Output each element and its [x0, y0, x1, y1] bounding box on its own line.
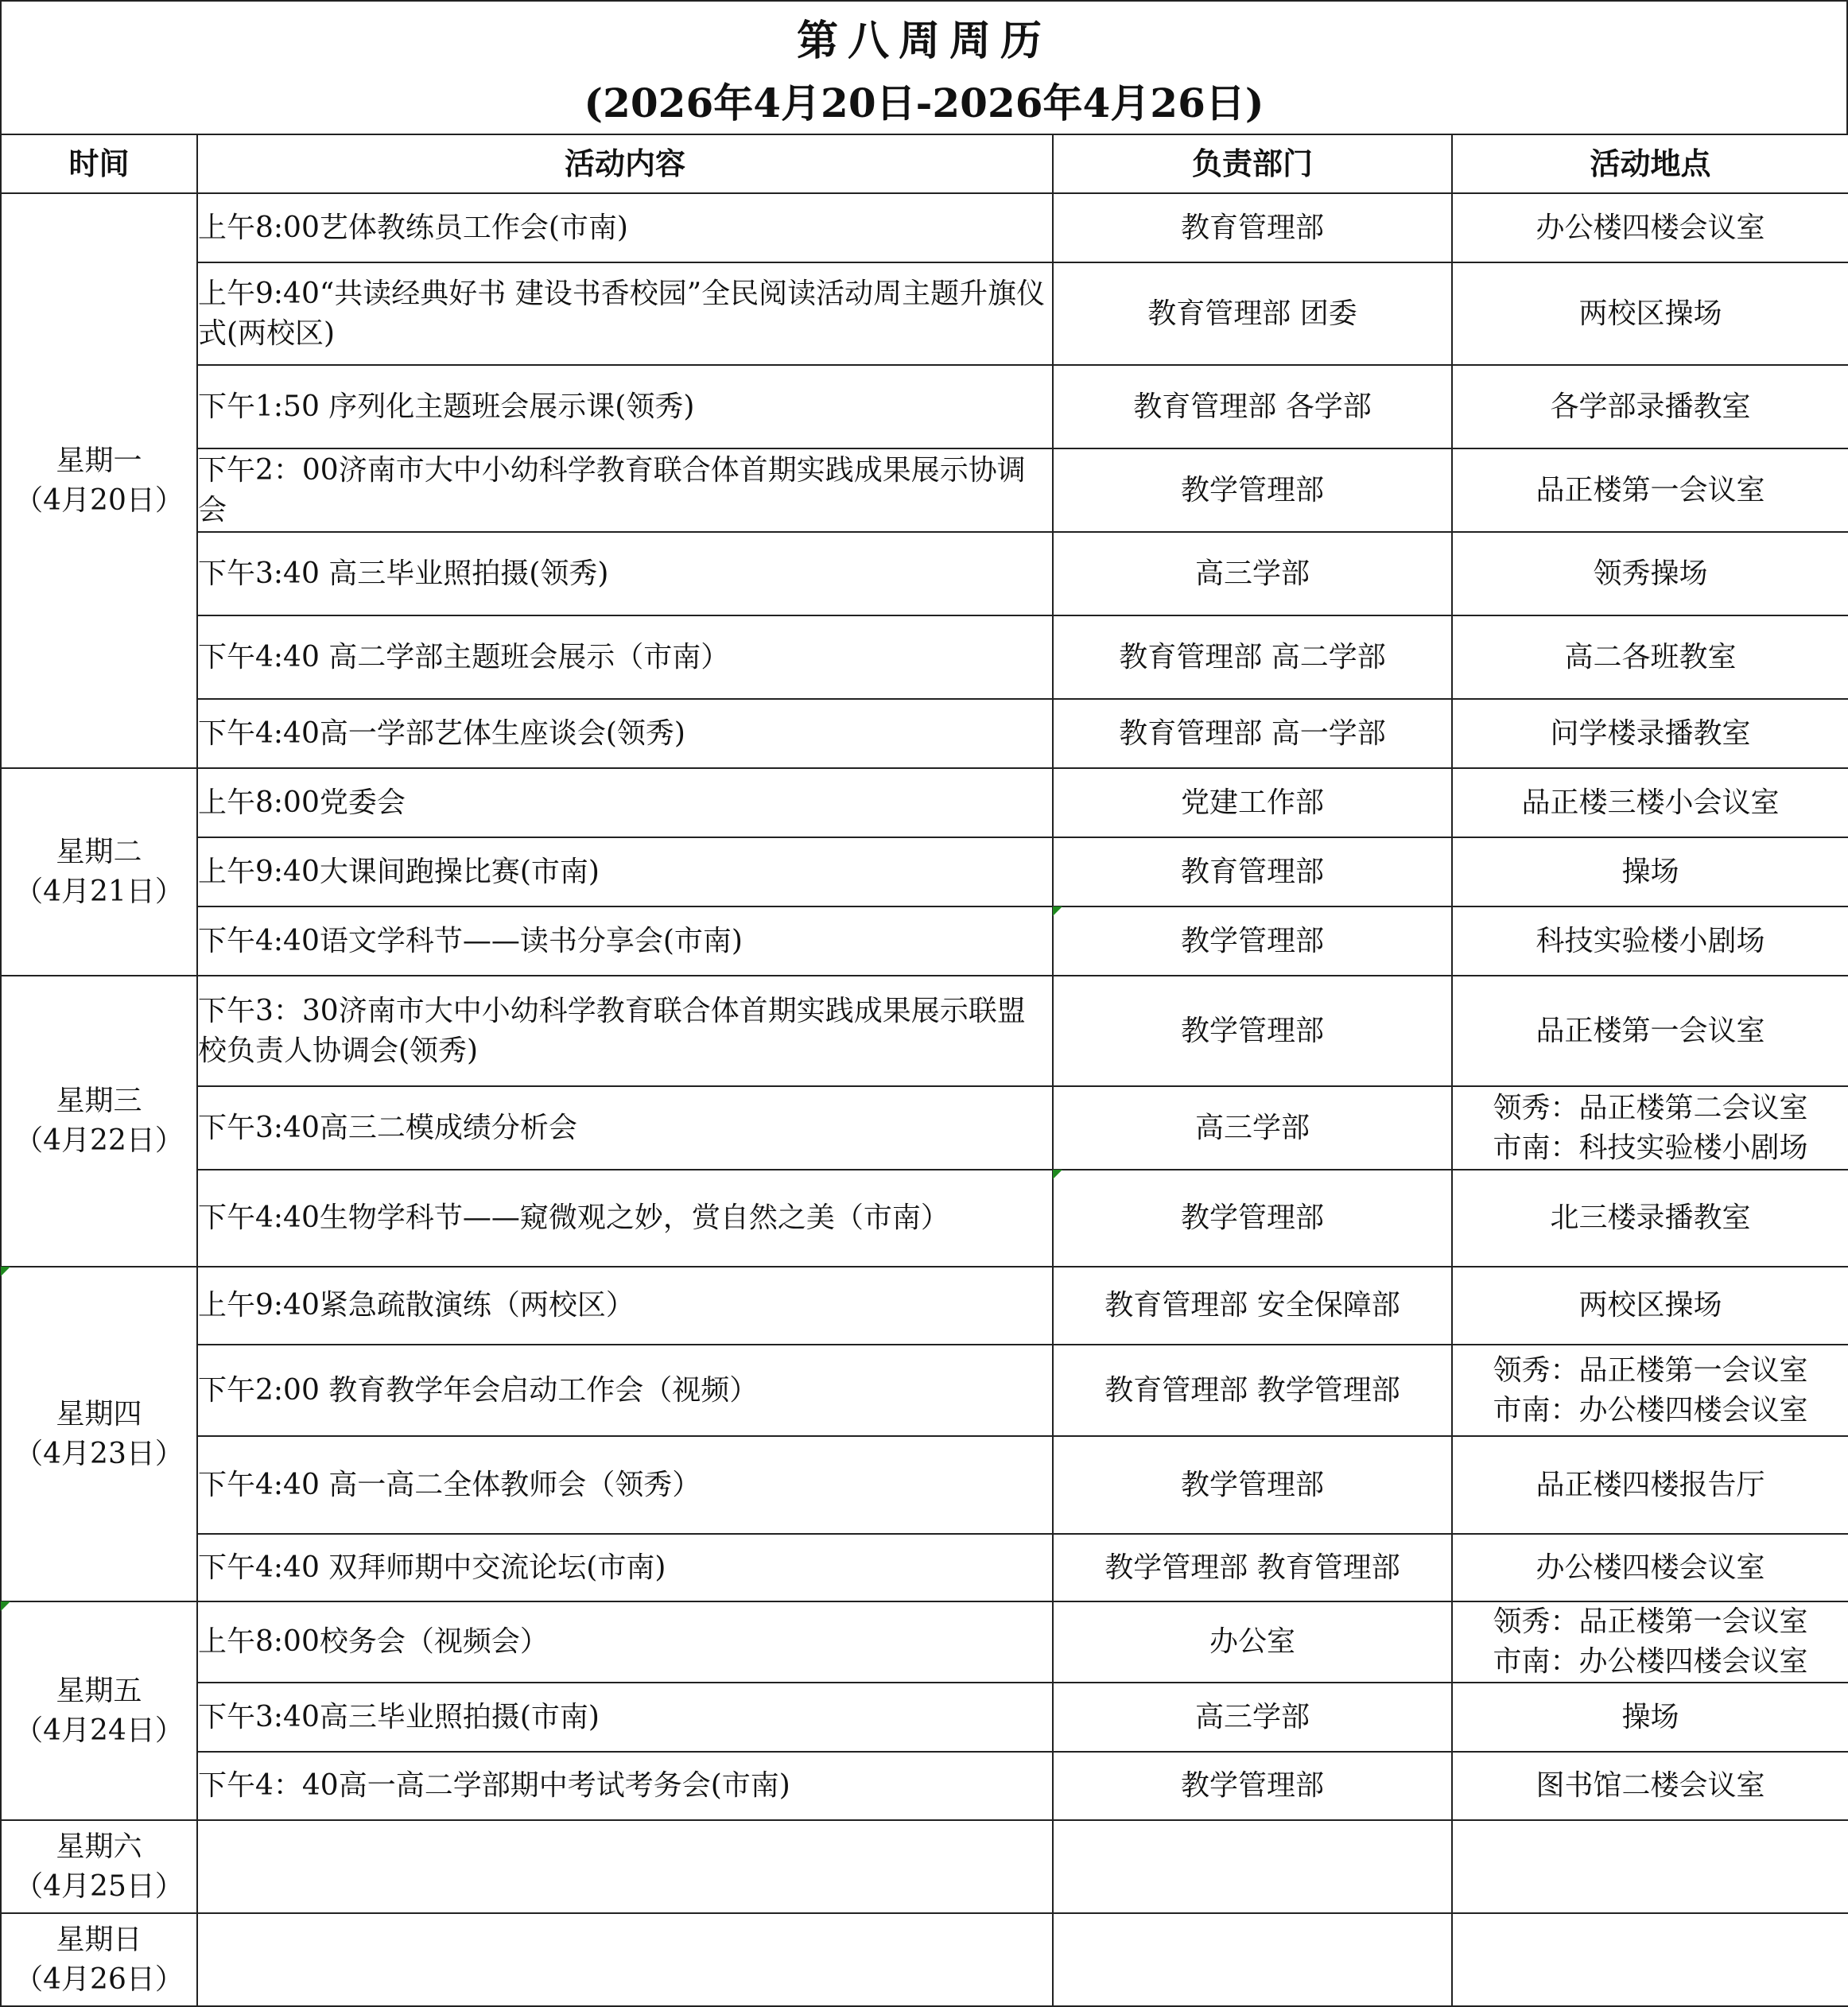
table-row [1, 615, 1848, 699]
day-cell-friday [1, 1601, 197, 1820]
activity-place: 高二各班教室 [1452, 615, 1848, 699]
day-date: （4月22日） [14, 1124, 184, 1157]
title-block [0, 0, 1848, 134]
activity-content: 下午4:40 高二学部主题班会展示（市南） [197, 615, 1053, 699]
activity-content-empty [197, 1820, 1053, 1913]
comment-marker-icon [1, 1601, 10, 1611]
activity-dept: 教学管理部 [1053, 448, 1452, 532]
activity-content: 下午2:00 教育教学年会启动工作会（视频） [197, 1345, 1053, 1436]
activity-content-empty [197, 1913, 1053, 2006]
day-cell-thursday [1, 1267, 197, 1601]
activity-dept-text: 教学管理部 [1180, 1201, 1324, 1234]
activity-content: 下午3：30济南市大中小幼科学教育联合体首期实践成果展示联盟校负责人协调会(领秀) [197, 976, 1053, 1086]
comment-marker-icon [1053, 906, 1062, 916]
place-line-shinan: 市南：科技实验楼小剧场 [1493, 1131, 1808, 1164]
place-line-lingxiu: 领秀：品正楼第一会议室 [1493, 1353, 1808, 1387]
activity-dept: 教学管理部 教育管理部 [1053, 1534, 1452, 1601]
activity-place: 品正楼四楼报告厅 [1452, 1436, 1848, 1534]
table-row [1, 365, 1848, 448]
table-row [1, 1170, 1848, 1267]
activity-place: 品正楼第一会议室 [1452, 976, 1848, 1086]
activity-place [1452, 1601, 1848, 1683]
activity-dept [1053, 1170, 1452, 1267]
table-row [1, 1752, 1848, 1820]
day-cell-sunday [1, 1913, 197, 2006]
activity-content: 下午1:50 序列化主题班会展示课(领秀) [197, 365, 1053, 448]
activity-dept: 办公室 [1053, 1601, 1452, 1683]
activity-dept-empty [1053, 1913, 1452, 2006]
activity-content: 上午9:40“共读经典好书 建设书香校园”全民阅读活动周主题升旗仪式(两校区) [197, 262, 1053, 365]
day-cell-tuesday [1, 768, 197, 976]
activity-place-empty [1452, 1820, 1848, 1913]
activity-dept: 高三学部 [1053, 1683, 1452, 1752]
activity-dept: 教学管理部 [1053, 1436, 1452, 1534]
activity-content: 下午3:40高三毕业照拍摄(市南) [197, 1683, 1053, 1752]
header-time: 时间 [1, 134, 197, 193]
activity-dept: 教育管理部 [1053, 193, 1452, 262]
activity-dept: 教学管理部 [1053, 976, 1452, 1086]
place-line-lingxiu: 领秀：品正楼第一会议室 [1493, 1605, 1808, 1638]
table-row [1, 193, 1848, 262]
activity-place: 图书馆二楼会议室 [1452, 1752, 1848, 1820]
activity-place: 科技实验楼小剧场 [1452, 906, 1848, 976]
activity-place: 操场 [1452, 1683, 1848, 1752]
table-row [1, 1913, 1848, 2006]
activity-dept-text: 教学管理部 [1180, 924, 1324, 957]
table-row [1, 1345, 1848, 1436]
place-line-shinan: 市南：办公楼四楼会议室 [1493, 1645, 1808, 1678]
activity-place: 问学楼录播教室 [1452, 699, 1848, 768]
header-dept: 负责部门 [1053, 134, 1452, 193]
day-date: （4月23日） [14, 1437, 184, 1470]
table-row [1, 1683, 1848, 1752]
table-row [1, 1436, 1848, 1534]
header-row [1, 134, 1848, 193]
activity-place: 办公楼四楼会议室 [1452, 193, 1848, 262]
day-cell-monday [1, 193, 197, 768]
activity-place: 品正楼三楼小会议室 [1452, 768, 1848, 837]
activity-content: 上午9:40紧急疏散演练（两校区） [197, 1267, 1053, 1345]
day-name: 星期三 [56, 1085, 142, 1117]
place-line-lingxiu: 领秀：品正楼第二会议室 [1493, 1091, 1808, 1124]
day-name: 星期六 [56, 1830, 142, 1863]
activity-place: 操场 [1452, 837, 1848, 906]
activity-place: 两校区操场 [1452, 1267, 1848, 1345]
table-row [1, 768, 1848, 837]
activity-dept: 高三学部 [1053, 532, 1452, 615]
table-row [1, 262, 1848, 365]
activity-place: 北三楼录播教室 [1452, 1170, 1848, 1267]
activity-dept: 教育管理部 高一学部 [1053, 699, 1452, 768]
place-line-shinan: 市南：办公楼四楼会议室 [1493, 1393, 1808, 1427]
day-date: （4月20日） [14, 483, 184, 517]
activity-content: 下午4:40 双拜师期中交流论坛(市南) [197, 1534, 1053, 1601]
activity-content: 下午4：40高一高二学部期中考试考务会(市南) [197, 1752, 1053, 1820]
activity-place: 办公楼四楼会议室 [1452, 1534, 1848, 1601]
activity-dept: 教育管理部 团委 [1053, 262, 1452, 365]
activity-content: 下午4:40高一学部艺体生座谈会(领秀) [197, 699, 1053, 768]
comment-marker-icon [1, 1267, 10, 1276]
day-name: 星期二 [56, 835, 142, 868]
activity-place: 品正楼第一会议室 [1452, 448, 1848, 532]
table-row [1, 1534, 1848, 1601]
day-date: （4月26日） [14, 1962, 184, 1996]
header-place: 活动地点 [1452, 134, 1848, 193]
day-date: （4月21日） [14, 875, 184, 908]
activity-dept-empty [1053, 1820, 1452, 1913]
table-row [1, 976, 1848, 1086]
table-row [1, 906, 1848, 976]
day-date: （4月24日） [14, 1714, 184, 1747]
activity-place: 两校区操场 [1452, 262, 1848, 365]
comment-marker-icon [1053, 1170, 1062, 1179]
activity-content: 下午3:40 高三毕业照拍摄(领秀) [197, 532, 1053, 615]
activity-content: 上午9:40大课间跑操比赛(市南) [197, 837, 1053, 906]
activity-place: 领秀操场 [1452, 532, 1848, 615]
activity-dept: 教育管理部 各学部 [1053, 365, 1452, 448]
table-row [1, 837, 1848, 906]
table-row [1, 448, 1848, 532]
activity-place: 各学部录播教室 [1452, 365, 1848, 448]
activity-place-empty [1452, 1913, 1848, 2006]
day-name: 星期五 [56, 1674, 142, 1707]
activity-content: 上午8:00校务会（视频会） [197, 1601, 1053, 1683]
page-title: 第八周周历 [796, 17, 1051, 65]
activity-content: 下午4:40语文学科节——读书分享会(市南) [197, 906, 1053, 976]
activity-dept: 高三学部 [1053, 1086, 1452, 1170]
day-cell-saturday [1, 1820, 197, 1913]
day-cell-wednesday [1, 976, 197, 1267]
activity-content: 下午2：00济南市大中小幼科学教育联合体首期实践成果展示协调会 [197, 448, 1053, 532]
day-name: 星期四 [56, 1397, 142, 1431]
activity-dept: 教学管理部 [1053, 1752, 1452, 1820]
activity-dept [1053, 906, 1452, 976]
activity-content: 上午8:00艺体教练员工作会(市南) [197, 193, 1053, 262]
activity-content: 下午4:40生物学科节——窥微观之妙，赏自然之美（市南） [197, 1170, 1053, 1267]
table-row [1, 699, 1848, 768]
activity-dept: 教育管理部 [1053, 837, 1452, 906]
activity-content: 下午4:40 高一高二全体教师会（领秀） [197, 1436, 1053, 1534]
activity-content: 下午3:40高三二模成绩分析会 [197, 1086, 1053, 1170]
schedule-table [0, 134, 1848, 2007]
table-row [1, 532, 1848, 615]
table-row [1, 1086, 1848, 1170]
activity-dept: 教育管理部 高二学部 [1053, 615, 1452, 699]
day-name: 星期一 [56, 444, 142, 477]
table-row [1, 1820, 1848, 1913]
day-date: （4月25日） [14, 1869, 184, 1903]
table-row [1, 1601, 1848, 1683]
activity-dept: 党建工作部 [1053, 768, 1452, 837]
activity-place [1452, 1086, 1848, 1170]
date-range: (2026年4月20日-2026年4月26日) [584, 80, 1264, 126]
activity-content: 上午8:00党委会 [197, 768, 1053, 837]
day-name: 星期日 [56, 1923, 142, 1956]
table-row [1, 1267, 1848, 1345]
activity-dept: 教育管理部 教学管理部 [1053, 1345, 1452, 1436]
header-content: 活动内容 [197, 134, 1053, 193]
activity-dept: 教育管理部 安全保障部 [1053, 1267, 1452, 1345]
activity-place [1452, 1345, 1848, 1436]
